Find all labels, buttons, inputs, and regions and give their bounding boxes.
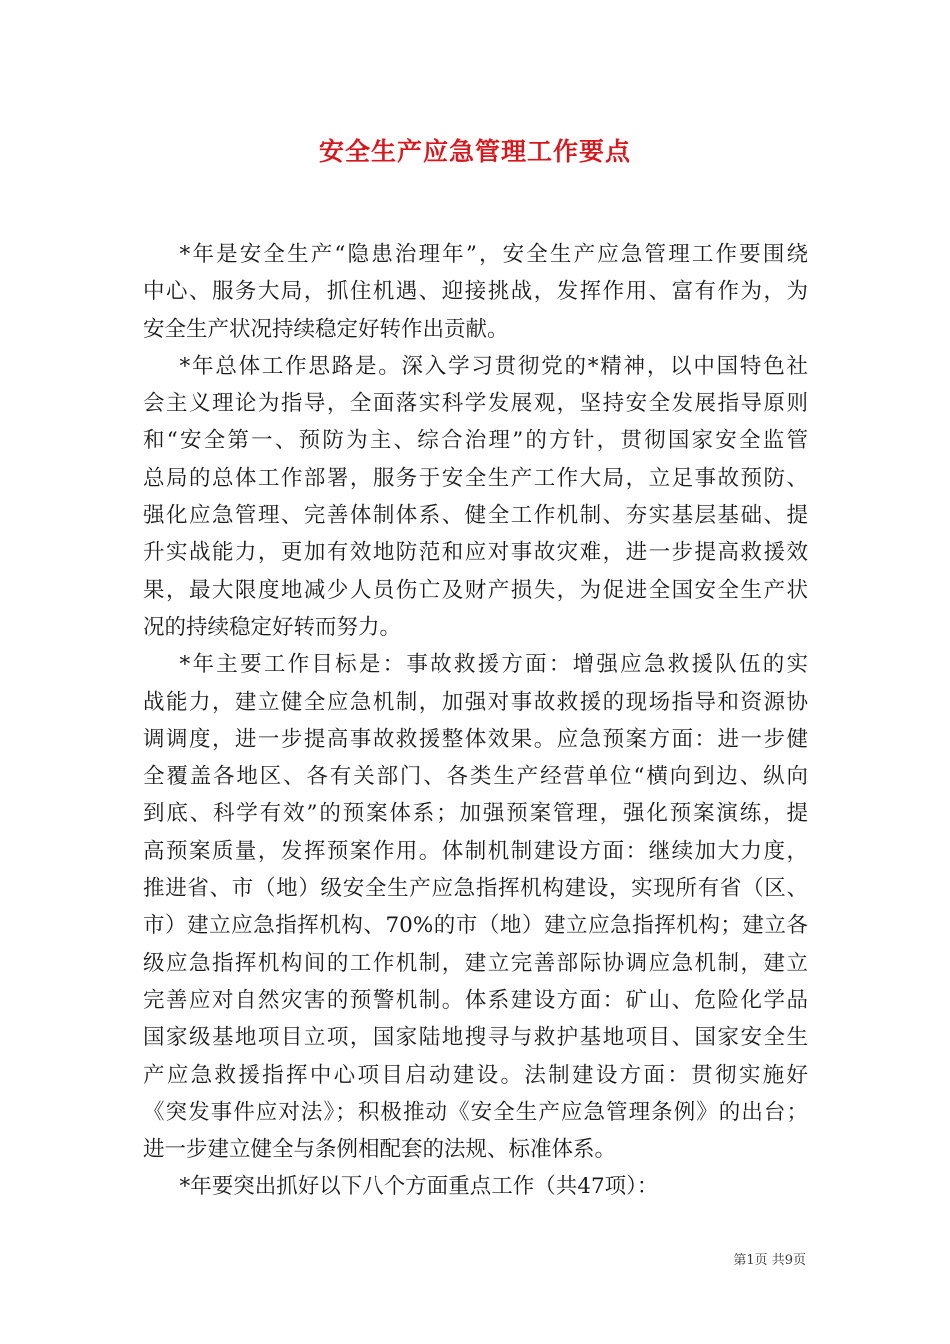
paragraph-line: 况的持续稳定好转而努力。 xyxy=(143,614,402,640)
paragraph-line: 推进省、市（地）级安全生产应急指挥机构建设，实现所有省（区、 xyxy=(143,876,808,902)
paragraph-line: 调调度，进一步提高事故救援整体效果。应急预案方面：进一步健 xyxy=(143,726,808,752)
paragraph xyxy=(143,646,808,1168)
paragraph-line: 市）建立应急指挥机构、70%的市（地）建立应急指挥机构；建立各 xyxy=(143,913,808,939)
paragraph-line: 和“安全第一、预防为主、综合治理”的方针，贯彻国家安全监管 xyxy=(143,428,808,454)
paragraph xyxy=(143,236,808,348)
paragraph-line: 级应急指挥机构间的工作机制，建立完善部际协调应急机制，建立 xyxy=(143,950,808,976)
paragraph-line: 安全生产状况持续稳定好转作出贡献。 xyxy=(143,316,509,342)
paragraph-line: 果，最大限度地减少人员伤亡及财产损失，为促进全国安全生产状 xyxy=(143,577,808,603)
paragraph-line: 升实战能力，更加有效地防范和应对事故灾难，进一步提高救援效 xyxy=(143,540,808,566)
paragraph-line: 进一步建立健全与条例相配套的法规、标准体系。 xyxy=(143,1137,617,1163)
document-title: 安全生产应急管理工作要点 xyxy=(318,137,631,166)
paragraph-line: 高预案质量，发挥预案作用。体制机制建设方面：继续加大力度， xyxy=(143,838,808,864)
paragraph-line: 会主义理论为指导，全面落实科学发展观，坚持安全发展指导原则 xyxy=(143,391,808,417)
paragraph-line: *年主要工作目标是：事故救援方面：增强应急救援队伍的实 xyxy=(179,652,808,678)
page-number-footer: 第1页 共9页 xyxy=(733,1253,806,1268)
paragraph-line: *年是安全生产“隐患治理年”，安全生产应急管理工作要围绕 xyxy=(179,242,808,267)
paragraph-line: *年总体工作思路是。深入学习贯彻党的*精神，以中国特色社 xyxy=(179,353,808,379)
paragraph-line: 到底、科学有效”的预案体系；加强预案管理，强化预案演练，提 xyxy=(143,801,808,827)
paragraph-line: 国家级基地项目立项，国家陆地搜寻与救护基地项目、国家安全生 xyxy=(143,1025,808,1051)
paragraph-line: 全覆盖各地区、各有关部门、各类生产经营单位“横向到边、纵向 xyxy=(143,764,808,790)
paragraph-line: 战能力，建立健全应急机制，加强对事故救援的现场指导和资源协 xyxy=(143,689,808,715)
paragraph-line: 完善应对自然灾害的预警机制。体系建设方面：矿山、危险化学品 xyxy=(143,987,808,1013)
paragraph-line: 中心、服务大局，抓住机遇、迎接挑战，发挥作用、富有作为，为 xyxy=(143,279,808,305)
paragraph-line: *年要突出抓好以下八个方面重点工作（共47项）： xyxy=(179,1174,659,1200)
document-body xyxy=(143,236,808,1206)
paragraph-line: 总局的总体工作部署，服务于安全生产工作大局，立足事故预防、 xyxy=(143,465,808,491)
paragraph-line: 强化应急管理、完善体制体系、健全工作机制、夯实基层基础、提 xyxy=(143,503,808,529)
paragraph-line: 产应急救援指挥中心项目启动建设。法制建设方面：贯彻实施好 xyxy=(143,1062,808,1088)
paragraph xyxy=(143,1168,808,1205)
paragraph xyxy=(143,348,808,646)
paragraph-line: 《突发事件应对法》；积极推动《安全生产应急管理条例》的出台； xyxy=(143,1099,808,1125)
